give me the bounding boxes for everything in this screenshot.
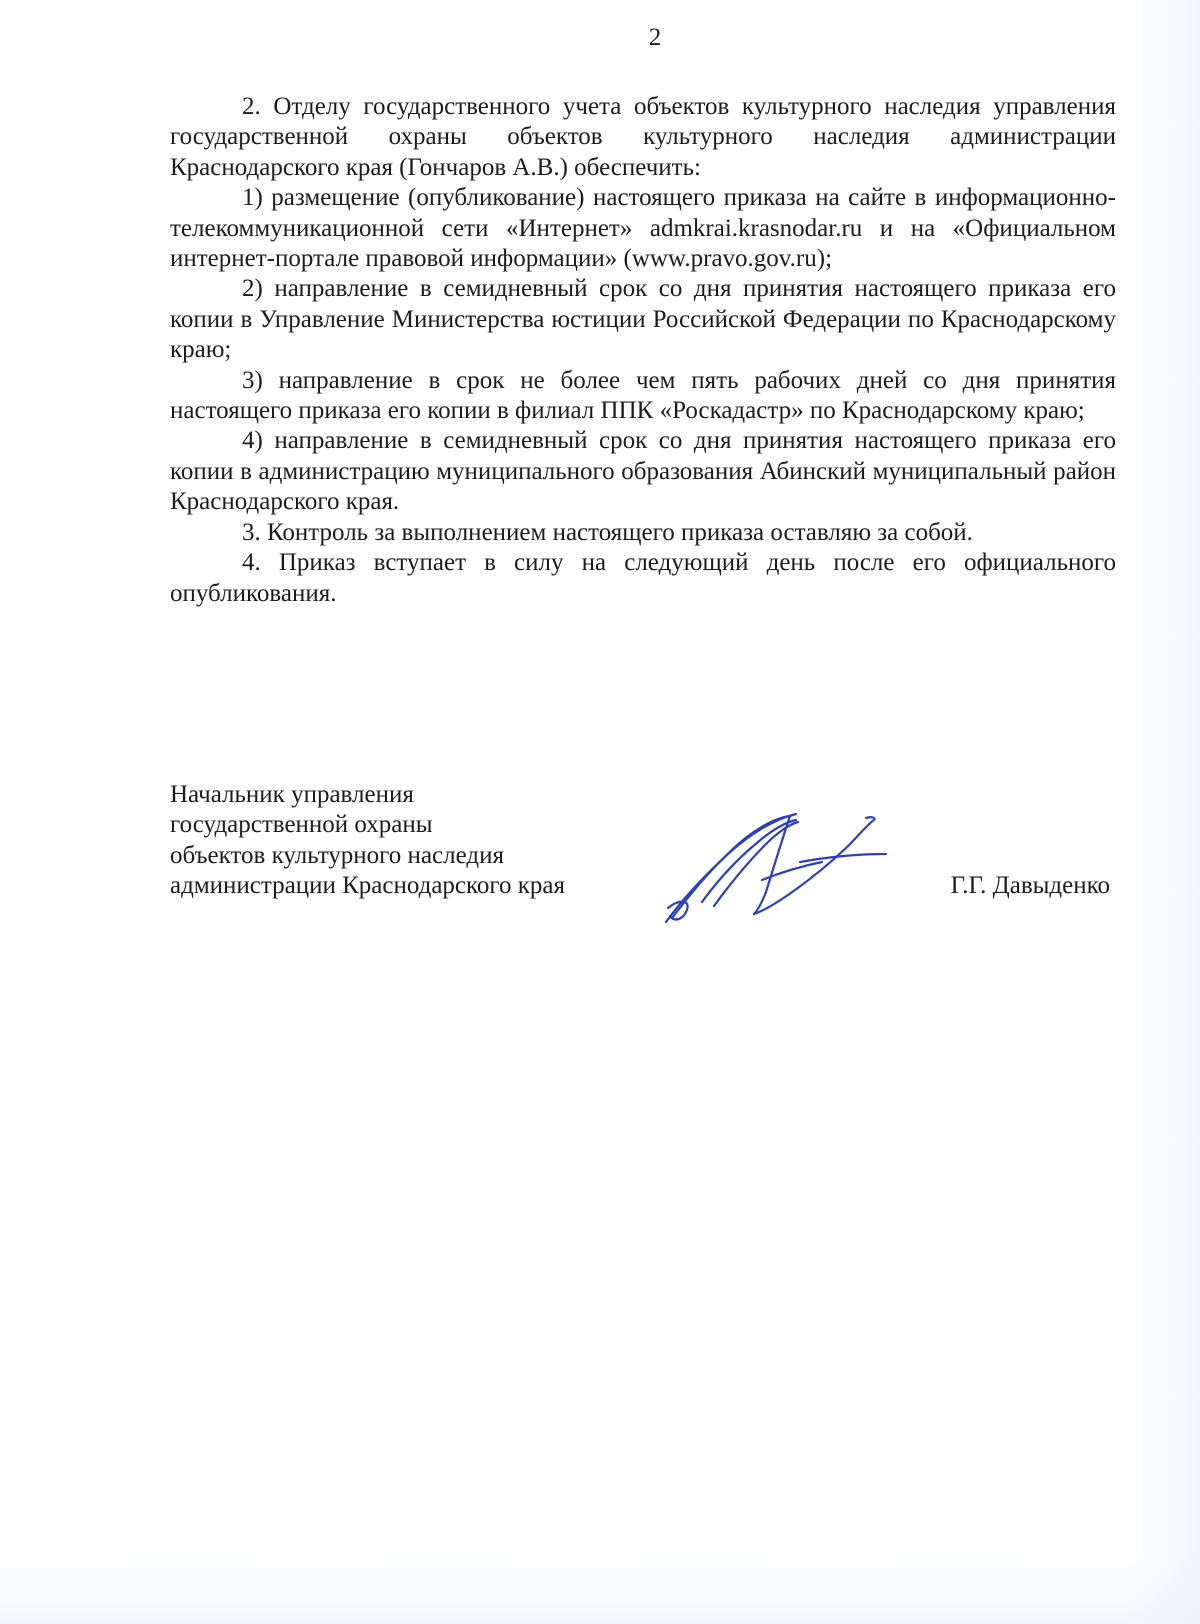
document-body bbox=[170, 92, 1116, 609]
signer-title-line: Начальник управления bbox=[170, 781, 414, 808]
page-bottom-shadow bbox=[0, 1554, 1200, 1624]
paragraph-3: 3. Контроль за выполнением настоящего приказа оставляю за собой. bbox=[242, 518, 973, 546]
signer-title-line: государственной охраны bbox=[170, 811, 433, 839]
paragraph-4: 4. Приказ вступает в силу на следующий день после его официального опубликования. bbox=[170, 549, 1116, 607]
paragraph-2: 2. Отделу государственного учета объектов культурного наследия управления государственной охраны объектов культурного наследия администрации Краснодарского края (Гончаров А.В.) обеспечить: bbox=[170, 93, 1116, 181]
signer-title-line: администрации Краснодарского края bbox=[170, 872, 566, 900]
paragraph-2-2: 2) направление в семидневный срок со дня принятия настоящего приказа его копии в Управление Министерства юстиции Российской Федерации по Краснодарскому краю; bbox=[170, 275, 1116, 364]
paragraph-2-4: 4) направление в семидневный срок со дня принятия настоящего приказа его копии в администрацию муниципального образования Абинский муниципальный район Краснодарского края. bbox=[170, 427, 1116, 516]
paragraph-2-1: 1) размещение (опубликование) настоящего приказа на сайте в информационно-телекоммуникационной сети «Интернет» admkrai.krasnodar.ru и на «Официальном интернет-портале правовой информации» (www.pravo.gov.ru); bbox=[170, 184, 1116, 273]
handwritten-signature-icon bbox=[662, 810, 888, 928]
signer-title bbox=[170, 780, 640, 902]
page-edge-shadow bbox=[1130, 0, 1200, 1624]
signature-block bbox=[170, 780, 1116, 930]
paragraph-2-3: 3) направление в срок не более чем пять рабочих дней со дня принятия настоящего приказа его копии в филиал ППК «Роскадастр» по Краснодарскому краю; bbox=[170, 366, 1116, 425]
signer-title-line: объектов культурного наследия bbox=[170, 841, 504, 869]
signer-name: Г.Г. Давыденко bbox=[950, 872, 1110, 899]
page-number: 2 bbox=[648, 24, 662, 51]
